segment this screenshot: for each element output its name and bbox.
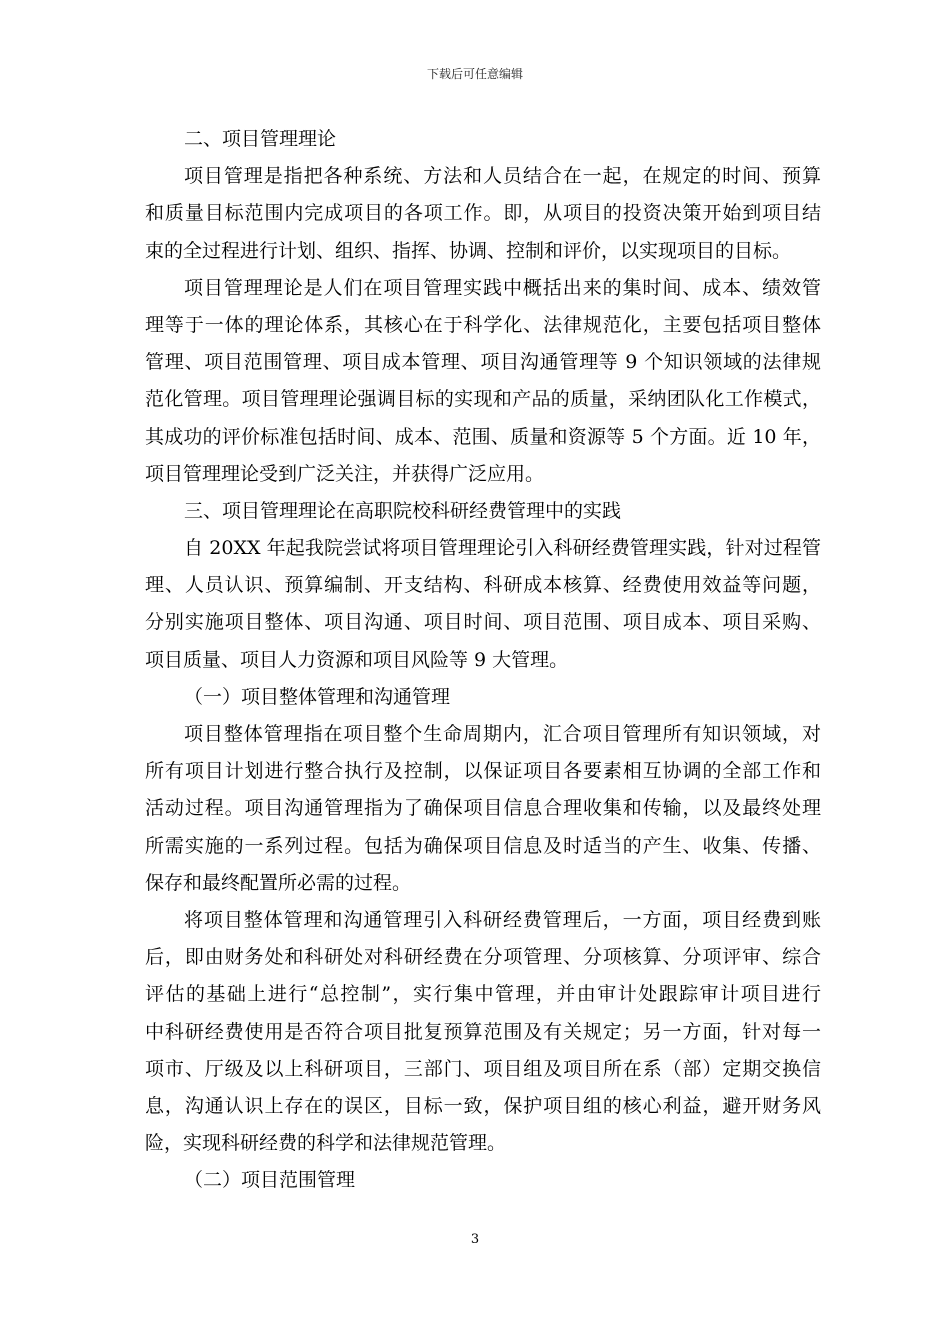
text-line: （二）项目范围管理 bbox=[184, 1169, 356, 1192]
text-line: 其成功的评价标准包括时间、成本、范围、质量和资源等 5 个方面。近 10 年， bbox=[145, 425, 821, 448]
text-line: 保存和最终配置所必需的过程。 bbox=[145, 871, 412, 894]
text-line: 理、人员认识、预算编制、开支结构、科研成本核算、经费使用效益等问题， bbox=[145, 574, 821, 597]
text-line: 管理、项目范围管理、项目成本管理、项目沟通管理等 9 个知识领域的法律规 bbox=[145, 351, 821, 374]
document-body bbox=[145, 121, 821, 1199]
text-line: 中科研经费使用是否符合项目批复预算范围及有关规定；另一方面，针对每一 bbox=[145, 1020, 821, 1043]
text-line: 范化管理。项目管理理论强调目标的实现和产品的质量，采纳团队化工作模式， bbox=[145, 388, 821, 411]
text-line: 所有项目计划进行整合执行及控制，以保证项目各要素相互协调的全部工作和 bbox=[145, 760, 821, 783]
text-line: 二、项目管理理论 bbox=[184, 128, 337, 150]
text-line: 和质量目标范围内完成项目的各项工作。即，从项目的投资决策开始到项目结 bbox=[145, 202, 821, 225]
text-line: 项目质量、项目人力资源和项目风险等 9 大管理。 bbox=[145, 648, 569, 671]
text-line: 后，即由财务处和科研处对科研经费在分项管理、分项核算、分项评审、综合 bbox=[145, 946, 821, 969]
text-line: 活动过程。项目沟通管理指为了确保项目信息合理收集和传输，以及最终处理 bbox=[145, 797, 821, 820]
page-number: 3 bbox=[470, 1232, 480, 1247]
text-line: 三、项目管理理论在高职院校科研经费管理中的实践 bbox=[184, 499, 622, 522]
text-line: 所需实施的一系列过程。包括为确保项目信息及时适当的产生、收集、传播、 bbox=[145, 834, 821, 857]
page-header: 下载后可任意编辑 bbox=[426, 67, 523, 81]
text-line: 理等于一体的理论体系，其核心在于科学化、法律规范化，主要包括项目整体 bbox=[145, 313, 821, 336]
text-line: 分别实施项目整体、项目沟通、项目时间、项目范围、项目成本、项目采购、 bbox=[145, 611, 821, 634]
text-line: 项目管理理论受到广泛关注，并获得广泛应用。 bbox=[145, 462, 545, 485]
text-line: 束的全过程进行计划、组织、指挥、协调、控制和评价，以实现项目的目标。 bbox=[145, 239, 792, 262]
text-line: 项市、厅级及以上科研项目，三部门、项目组及项目所在系（部）定期交换信 bbox=[145, 1057, 821, 1080]
text-line: 息，沟通认识上存在的误区，目标一致，保护项目组的核心利益，避开财务风 bbox=[145, 1094, 821, 1117]
text-line: 项目整体管理指在项目整个生命周期内，汇合项目管理所有知识领域，对 bbox=[184, 723, 821, 745]
text-line: 自 20XX 年起我院尝试将项目管理理论引入科研经费管理实践，针对过程管 bbox=[184, 537, 821, 560]
text-line: 项目管理是指把各种系统、方法和人员结合在一起，在规定的时间、预算 bbox=[184, 165, 821, 188]
text-line: 将项目整体管理和沟通管理引入科研经费管理后，一方面，项目经费到账 bbox=[184, 908, 821, 931]
text-line: （一）项目整体管理和沟通管理 bbox=[184, 685, 451, 708]
text-line: 评估的基础上进行“总控制”，实行集中管理，并由审计处跟踪审计项目进行 bbox=[145, 983, 821, 1006]
text-line: 险，实现科研经费的科学和法律规范管理。 bbox=[145, 1132, 507, 1155]
text-line: 项目管理理论是人们在项目管理实践中概括出来的集时间、成本、绩效管 bbox=[184, 276, 821, 299]
